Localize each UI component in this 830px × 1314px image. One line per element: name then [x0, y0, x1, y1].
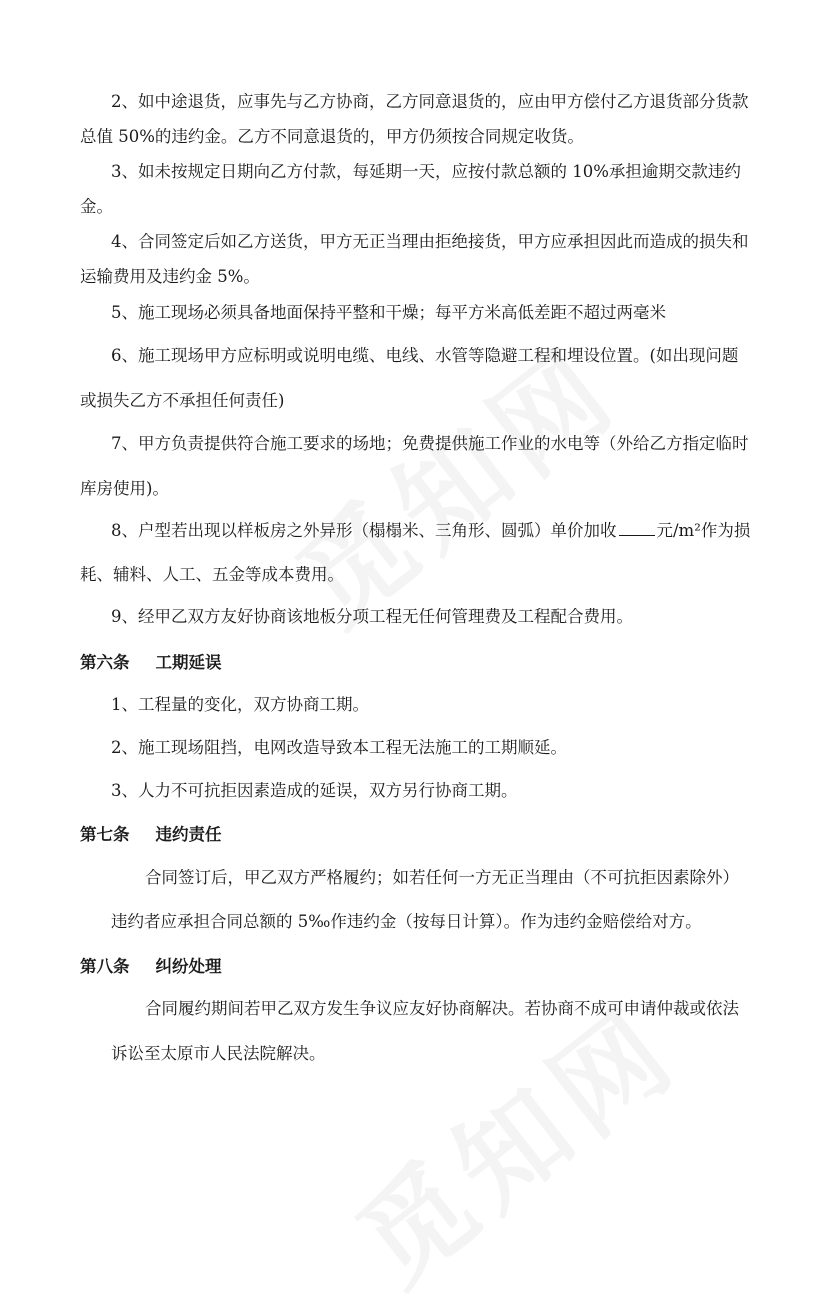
unit-price-blank	[619, 519, 655, 536]
article-8-title: 纠纷处理	[155, 957, 222, 976]
clause-7-line-1: 7、甲方负责提供符合施工要求的场地；免费提供施工作业的水电等（外给乙方指定临时	[111, 434, 749, 453]
clause-6-line-2: 或损失乙方不承担任何责任)	[80, 391, 285, 410]
clause-3-line-2: 金。	[80, 197, 113, 216]
article-6-number: 第六条	[80, 653, 130, 672]
article-8-heading	[0, 955, 830, 979]
clause-8-text-after: 元/m²作为损	[656, 521, 751, 540]
clause-2-line-1: 2、如中途退货，应事先与乙方协商，乙方同意退货的，应由甲方偿付乙方退货部分货款	[111, 92, 749, 111]
article-7-title: 违约责任	[155, 825, 222, 844]
clause-2-line-2: 总值 50%的违约金。乙方不同意退货的，甲方仍须按合同规定收货。	[80, 127, 584, 146]
clause-8-line-2: 耗、辅料、人工、五金等成本费用。	[80, 565, 344, 584]
clause-9-line-1: 9、经甲乙双方友好协商该地板分项工程无任何管理费及工程配合费用。	[111, 607, 633, 626]
article-7-line-2: 违约者应承担合同总额的 5‰作违约金（按每日计算）。作为违约金赔偿给对方。	[111, 912, 702, 931]
clause-4-line-2: 运输费用及违约金 5%。	[80, 267, 260, 286]
article-7-heading	[0, 823, 830, 847]
article-8-line-1: 合同履约期间若甲乙双方发生争议应友好协商解决。若协商不成可申请仲裁或依法	[145, 999, 739, 1018]
article-8-line-2: 诉讼至太原市人民法院解决。	[111, 1044, 326, 1063]
article-8-number: 第八条	[80, 957, 130, 976]
article-7-line-1: 合同签订后，甲乙双方严格履约；如若任何一方无正当理由（不可抗拒因素除外）	[145, 868, 739, 887]
clause-4-line-1: 4、合同签定后如乙方送货，甲方无正当理由拒绝接货，甲方应承担因此而造成的损失和	[111, 232, 749, 251]
article-7-number: 第七条	[80, 825, 130, 844]
clause-5-line-1: 5、施工现场必须具备地面保持平整和干燥；每平方米高低差距不超过两毫米	[111, 303, 666, 322]
clause-8-line-1	[0, 519, 830, 543]
article-6-item-1: 1、工程量的变化，双方协商工期。	[111, 695, 369, 714]
article-6-title: 工期延误	[155, 653, 222, 672]
clause-8-text-before: 8、户型若出现以样板房之外异形（榻榻米、三角形、圆弧）单价加收	[111, 521, 617, 540]
article-6-heading	[0, 651, 830, 675]
clause-7-line-2: 库房使用)。	[80, 479, 169, 498]
article-6-item-2: 2、施工现场阻挡，电网改造导致本工程无法施工的工期顺延。	[111, 738, 567, 757]
article-6-item-3: 3、人力不可抗拒因素造成的延误，双方另行协商工期。	[111, 781, 518, 800]
clause-6-line-1: 6、施工现场甲方应标明或说明电缆、电线、水管等隐避工程和埋设位置。(如出现问题	[111, 346, 739, 365]
clause-3-line-1: 3、如未按规定日期向乙方付款，每延期一天，应按付款总额的 10%承担逾期交款违约	[111, 162, 741, 181]
